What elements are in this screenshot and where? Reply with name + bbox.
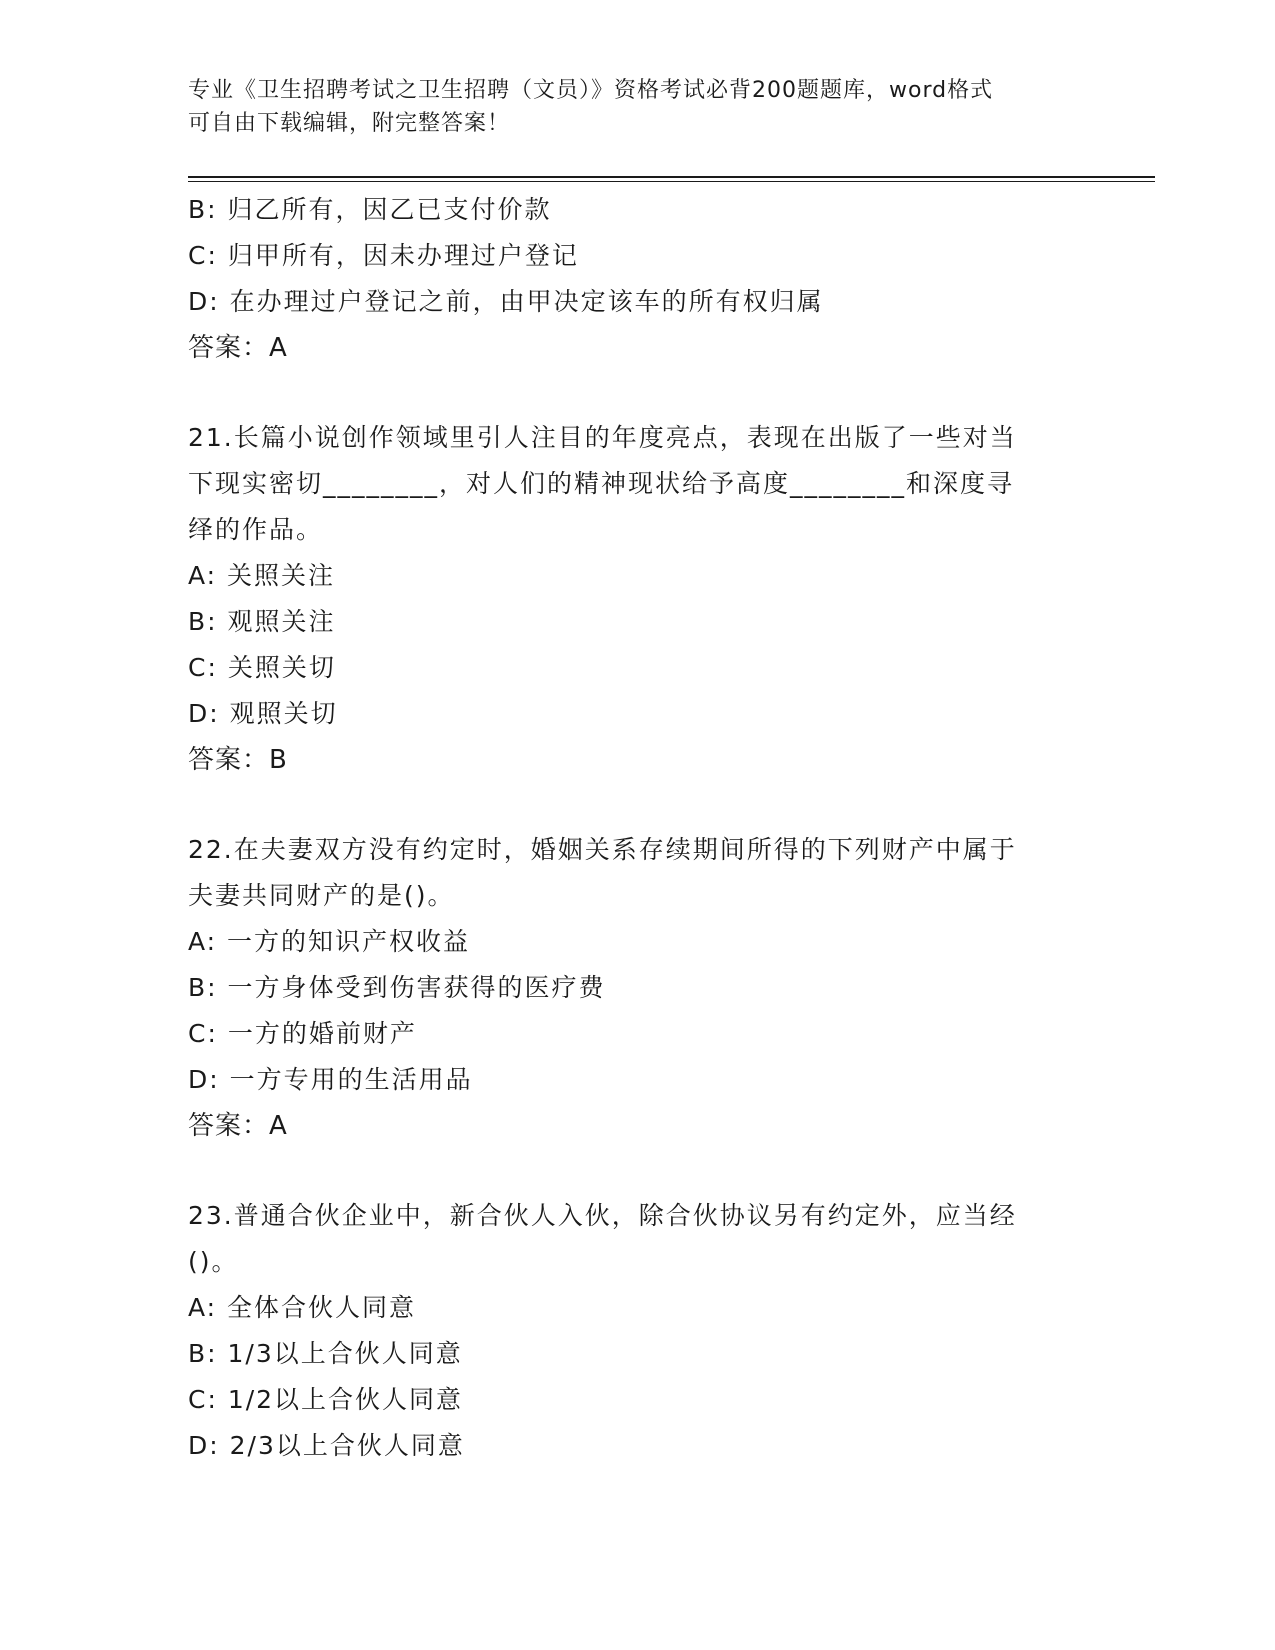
answer: 答案：B (188, 745, 288, 775)
spacer (188, 371, 1088, 415)
carryover-question (188, 187, 1088, 371)
option-a: A: 一方的知识产权收益 (188, 927, 471, 956)
spacer (188, 783, 1088, 827)
option-b: B: 一方身体受到伤害获得的医疗费 (188, 973, 606, 1002)
question-stem: 夫妻共同财产的是()。 (188, 881, 455, 910)
option-c: C: 归甲所有，因未办理过户登记 (188, 241, 579, 270)
option-a: A: 关照关注 (188, 561, 336, 590)
answer: 答案：A (188, 333, 288, 363)
question-stem: ()。 (188, 1247, 239, 1276)
option-a: A: 全体合伙人同意 (188, 1293, 417, 1322)
question-21 (188, 415, 1088, 783)
option-c: C: 1/2以上合伙人同意 (188, 1385, 464, 1414)
header-rule-thick (188, 176, 1155, 178)
option-c: C: 关照关切 (188, 653, 336, 682)
question-stem: 绎的作品。 (188, 515, 324, 544)
option-d: D: 2/3以上合伙人同意 (188, 1431, 465, 1460)
option-b: B: 观照关注 (188, 607, 336, 636)
option-d: D: 观照关切 (188, 699, 338, 728)
question-22 (188, 827, 1088, 1149)
option-c: C: 一方的婚前财产 (188, 1019, 417, 1048)
option-b: B: 1/3以上合伙人同意 (188, 1339, 463, 1368)
question-content (188, 187, 1088, 1469)
document-header (188, 74, 1088, 140)
header-rule-thin (188, 181, 1155, 182)
question-23 (188, 1193, 1088, 1469)
answer: 答案：A (188, 1111, 288, 1141)
header-line-1: 专业《卫生招聘考试之卫生招聘（文员）》资格考试必背200题题库，word格式 (188, 78, 994, 103)
spacer (188, 1149, 1088, 1193)
header-line-2: 可自由下载编辑，附完整答案！ (188, 111, 511, 136)
question-stem: 21.长篇小说创作领域里引人注目的年度亮点，表现在出版了一些对当 (188, 423, 1017, 452)
option-d: D: 在办理过户登记之前，由甲决定该车的所有权归属 (188, 287, 824, 316)
option-d: D: 一方专用的生活用品 (188, 1065, 473, 1094)
question-stem: 下现实密切________，对人们的精神现状给予高度________和深度寻 (188, 469, 1015, 498)
question-stem: 23.普通合伙企业中，新合伙人入伙，除合伙协议另有约定外，应当经 (188, 1201, 1017, 1230)
option-b: B: 归乙所有，因乙已支付价款 (188, 195, 552, 224)
question-stem: 22.在夫妻双方没有约定时，婚姻关系存续期间所得的下列财产中属于 (188, 835, 1017, 864)
